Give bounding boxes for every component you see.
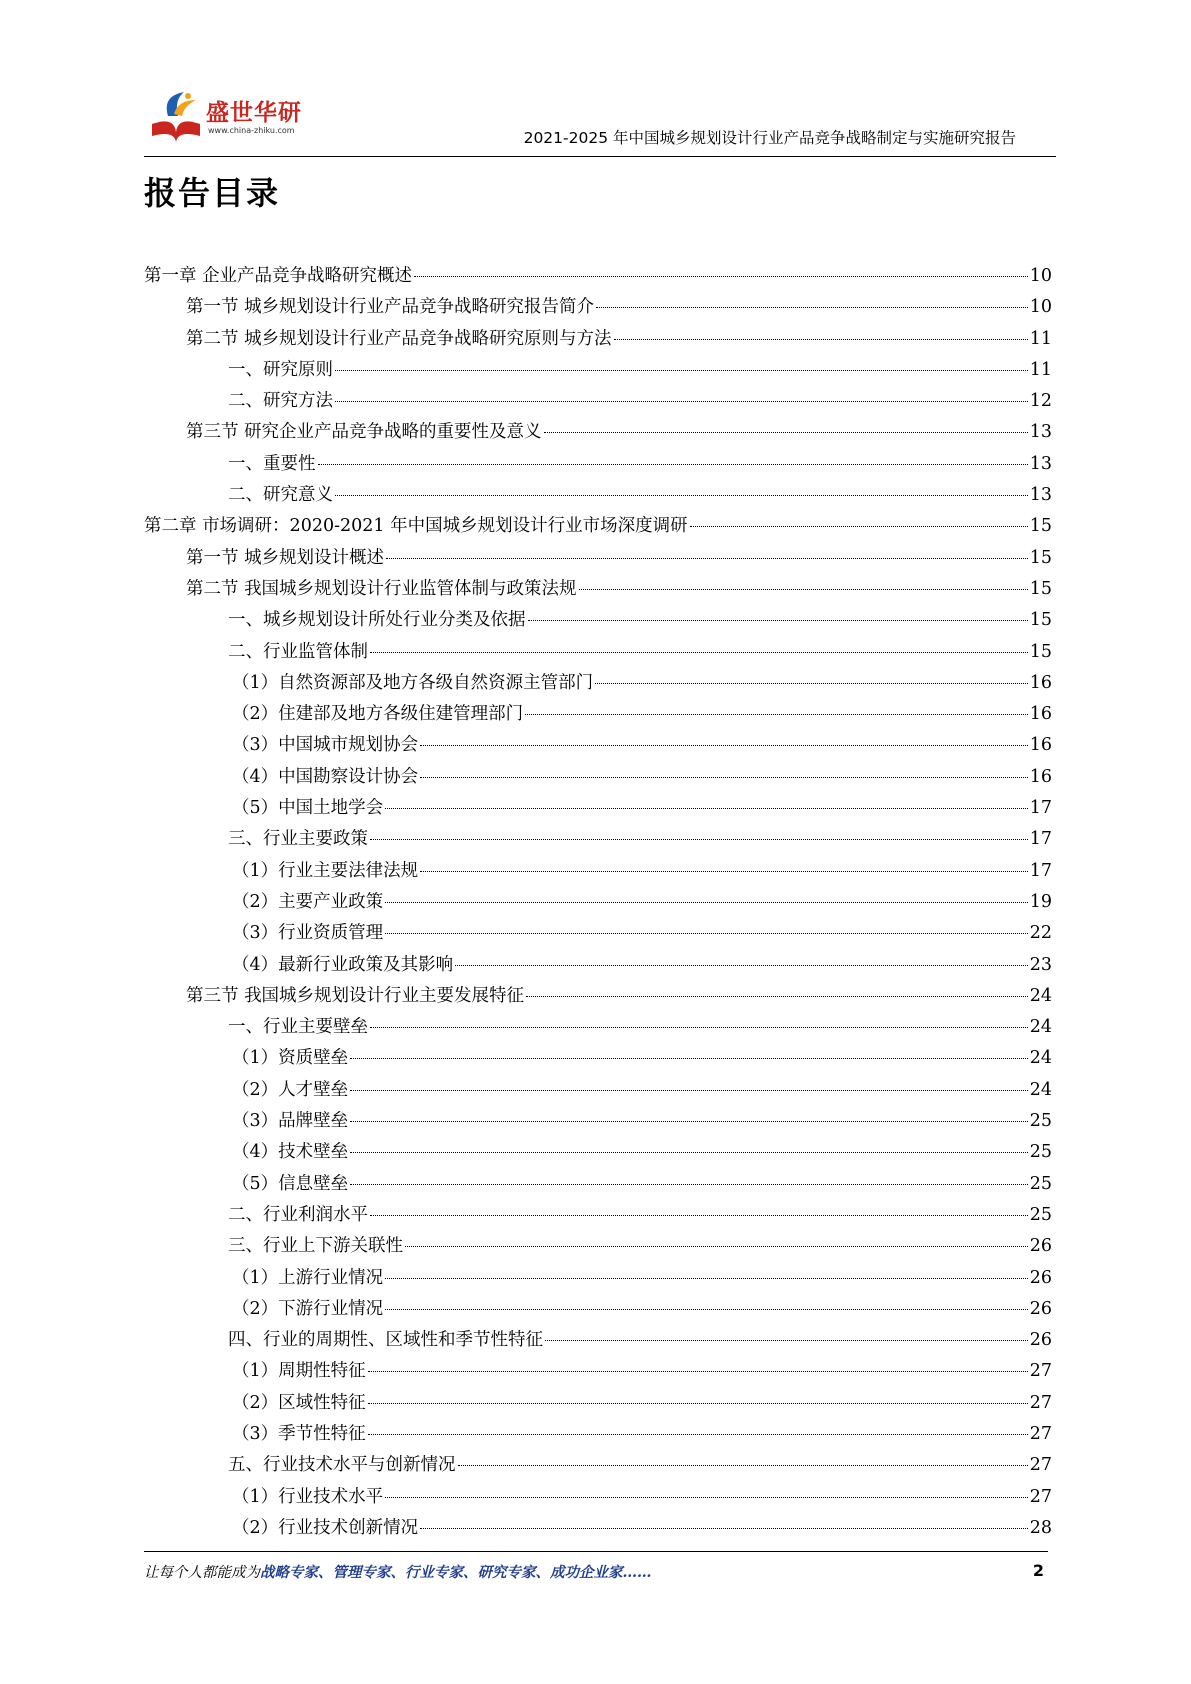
toc-entry[interactable] — [144, 418, 1052, 449]
toc-entry-title: 四、行业的周期性、区域性和季节性特征 — [228, 1330, 543, 1351]
toc-entry-title: （2）人才壁垒 — [232, 1079, 349, 1100]
toc-entry[interactable] — [144, 1420, 1052, 1451]
toc-entry[interactable] — [144, 606, 1052, 637]
toc-entry-title: 第三节 研究企业产品竞争战略的重要性及意义 — [186, 422, 542, 443]
toc-dot-leader — [335, 401, 1028, 402]
toc-entry-page: 11 — [1029, 328, 1052, 349]
toc-entry-page: 12 — [1029, 391, 1052, 412]
toc-dot-leader — [458, 1465, 1028, 1466]
toc-dot-leader — [545, 1340, 1028, 1341]
toc-entry-title: 第二节 我国城乡规划设计行业监管体制与政策法规 — [186, 578, 577, 599]
toc-entry-title: （1）自然资源部及地方各级自然资源主管部门 — [232, 672, 594, 693]
toc-entry[interactable] — [144, 1076, 1052, 1107]
toc-entry-title: （5）信息壁垒 — [232, 1173, 349, 1194]
toc-dot-leader — [368, 1371, 1028, 1372]
toc-dot-leader — [368, 1403, 1028, 1404]
toc-dot-leader — [385, 1309, 1028, 1310]
toc-entry-title: （2）下游行业情况 — [232, 1298, 384, 1319]
toc-entry[interactable] — [144, 951, 1052, 982]
toc-entry[interactable] — [144, 1514, 1052, 1545]
footer-slogan-emphasis: 战略专家、管理专家、行业专家、研究专家、成功企业家…… — [260, 1564, 652, 1581]
toc-entry-title: （1）资质壁垒 — [232, 1048, 349, 1069]
toc-entry-page: 22 — [1029, 923, 1052, 944]
toc-dot-leader — [368, 1434, 1028, 1435]
toc-dot-leader — [350, 1121, 1028, 1122]
toc-dot-leader — [370, 1027, 1028, 1028]
toc-dot-leader — [405, 1246, 1028, 1247]
toc-entry-page: 15 — [1029, 641, 1052, 662]
toc-entry[interactable] — [144, 512, 1052, 543]
toc-entry-page: 24 — [1029, 1017, 1052, 1038]
toc-entry[interactable] — [144, 1451, 1052, 1482]
toc-entry[interactable] — [144, 825, 1052, 856]
toc-dot-leader — [335, 495, 1028, 496]
toc-entry[interactable] — [144, 387, 1052, 418]
toc-entry[interactable] — [144, 700, 1052, 731]
toc-entry[interactable] — [144, 1326, 1052, 1357]
toc-entry[interactable] — [144, 982, 1052, 1013]
toc-entry-title: （1）周期性特征 — [232, 1361, 366, 1382]
toc-entry[interactable] — [144, 731, 1052, 762]
toc-entry[interactable] — [144, 1389, 1052, 1420]
toc-dot-leader — [370, 839, 1028, 840]
toc-entry-title: 一、重要性 — [228, 453, 316, 474]
toc-dot-leader — [690, 526, 1028, 527]
toc-dot-leader — [335, 370, 1028, 371]
toc-dot-leader — [385, 933, 1028, 934]
toc-entry-page: 15 — [1029, 610, 1052, 631]
toc-dot-leader — [318, 464, 1028, 465]
footer-divider — [144, 1551, 1048, 1552]
toc-entry-title: （1）行业主要法律法规 — [232, 860, 419, 881]
toc-dot-leader — [350, 1184, 1028, 1185]
page-footer — [144, 1561, 1048, 1587]
toc-dot-leader — [350, 1090, 1028, 1091]
toc-entry-title: 一、城乡规划设计所处行业分类及依据 — [228, 610, 526, 631]
toc-entry[interactable] — [144, 481, 1052, 512]
toc-dot-leader — [420, 777, 1028, 778]
toc-entry-title: 二、行业监管体制 — [228, 641, 368, 662]
toc-entry-page: 27 — [1029, 1361, 1052, 1382]
toc-entry[interactable] — [144, 1170, 1052, 1201]
toc-entry-title: （3）中国城市规划协会 — [232, 735, 419, 756]
toc-entry-page: 10 — [1029, 297, 1052, 318]
toc-entry-page: 13 — [1029, 453, 1052, 474]
toc-dot-leader — [386, 558, 1028, 559]
toc-entry-page: 25 — [1029, 1204, 1052, 1225]
toc-entry-page: 15 — [1029, 547, 1052, 568]
toc-entry[interactable] — [144, 1295, 1052, 1326]
toc-entry-title: （3）季节性特征 — [232, 1423, 366, 1444]
toc-entry[interactable] — [144, 1138, 1052, 1169]
toc-entry-page: 27 — [1029, 1423, 1052, 1444]
toc-dot-leader — [350, 1058, 1028, 1059]
toc-entry[interactable] — [144, 919, 1052, 950]
report-title: 2021-2025 年中国城乡规划设计行业产品竞争战略制定与实施研究报告 — [523, 129, 1016, 147]
toc-dot-leader — [528, 620, 1028, 621]
toc-entry-page: 11 — [1029, 359, 1052, 380]
toc-dot-leader — [595, 683, 1028, 684]
toc-entry-title: 第二章 市场调研：2020-2021 年中国城乡规划设计行业市场深度调研 — [144, 516, 688, 537]
toc-entry-title: 二、研究方法 — [228, 391, 333, 412]
toc-entry[interactable] — [144, 638, 1052, 669]
toc-dot-leader — [579, 589, 1028, 590]
toc-entry[interactable] — [144, 356, 1052, 387]
toc-dot-leader — [385, 902, 1028, 903]
toc-entry-page: 15 — [1029, 578, 1052, 599]
toc-entry[interactable] — [144, 1483, 1052, 1514]
toc-entry[interactable] — [144, 763, 1052, 794]
toc-dot-leader — [350, 1152, 1028, 1153]
toc-entry-title: 第一节 城乡规划设计概述 — [186, 547, 385, 568]
toc-entry[interactable] — [144, 857, 1052, 888]
toc-dot-leader — [420, 871, 1028, 872]
toc-entry-title: （1）行业技术水平 — [232, 1486, 384, 1507]
toc-dot-leader — [370, 1215, 1028, 1216]
toc-entry-title: （4）最新行业政策及其影响 — [232, 954, 454, 975]
toc-entry-page: 27 — [1029, 1455, 1052, 1476]
toc-dot-leader — [420, 1528, 1028, 1529]
toc-entry-page: 10 — [1029, 266, 1052, 286]
toc-dot-leader — [455, 965, 1028, 966]
toc-entry-page: 16 — [1029, 735, 1052, 756]
toc-entry-title: 第一章 企业产品竞争战略研究概述 — [144, 266, 413, 286]
toc-entry-page: 26 — [1029, 1298, 1052, 1319]
logo-url: www.china-zhiku.com — [208, 126, 295, 135]
toc-entry-title: （4）技术壁垒 — [232, 1142, 349, 1163]
toc-entry-page: 13 — [1029, 422, 1052, 443]
toc-entry[interactable] — [144, 1357, 1052, 1388]
toc-entry-title: 第三节 我国城乡规划设计行业主要发展特征 — [186, 985, 525, 1006]
toc-entry-title: （2）行业技术创新情况 — [232, 1517, 419, 1538]
toc-entry[interactable] — [144, 1107, 1052, 1138]
toc-entry[interactable] — [144, 888, 1052, 919]
toc-entry-title: （5）中国土地学会 — [232, 798, 384, 819]
toc-entry-page: 16 — [1029, 766, 1052, 787]
logo-name: 盛世华研 — [206, 100, 302, 126]
toc-entry-page: 27 — [1029, 1392, 1052, 1413]
toc-entry-title: （3）行业资质管理 — [232, 923, 384, 944]
toc-dot-leader — [385, 1278, 1028, 1279]
toc-entry-page: 26 — [1029, 1330, 1052, 1351]
toc-dot-leader — [420, 745, 1028, 746]
toc-entry-title: （2）主要产业政策 — [232, 891, 384, 912]
toc-entry[interactable] — [144, 544, 1052, 575]
toc-dot-leader — [596, 307, 1028, 308]
toc-entry[interactable] — [144, 1264, 1052, 1295]
footer-slogan-lead: 让每个人都能成为 — [144, 1565, 260, 1581]
toc-entry-title: （3）品牌壁垒 — [232, 1111, 349, 1132]
toc-entry-page: 26 — [1029, 1236, 1052, 1257]
toc-dot-leader — [525, 714, 1028, 715]
toc-entry-page: 26 — [1029, 1267, 1052, 1288]
toc-entry-page: 23 — [1029, 954, 1052, 975]
toc-entry-page: 13 — [1029, 485, 1052, 506]
toc-dot-leader — [614, 339, 1028, 340]
toc-entry-page: 27 — [1029, 1486, 1052, 1507]
toc-dot-leader — [526, 996, 1028, 997]
toc-entry[interactable] — [144, 575, 1052, 606]
toc-entry[interactable] — [144, 262, 1052, 293]
toc-entry-page: 15 — [1029, 516, 1052, 537]
toc-entry-title: 三、行业上下游关联性 — [228, 1236, 403, 1257]
toc-entry-page: 17 — [1029, 798, 1052, 819]
toc-entry-title: 一、研究原则 — [228, 359, 333, 380]
toc-entry-title: （2）住建部及地方各级住建管理部门 — [232, 704, 524, 725]
page-title: 报告目录 — [144, 174, 281, 212]
toc-entry-page: 17 — [1029, 860, 1052, 881]
toc-entry[interactable] — [144, 1013, 1052, 1044]
toc-dot-leader — [385, 808, 1028, 809]
toc-entry[interactable] — [144, 1201, 1052, 1232]
toc-entry-page: 24 — [1029, 1079, 1052, 1100]
toc-entry-page: 24 — [1029, 1048, 1052, 1069]
toc-entry-page: 16 — [1029, 672, 1052, 693]
toc-entry-title: 第二节 城乡规划设计行业产品竞争战略研究原则与方法 — [186, 328, 612, 349]
toc-dot-leader — [370, 652, 1028, 653]
toc-entry-title: 五、行业技术水平与创新情况 — [228, 1455, 456, 1476]
toc-entry-title: （4）中国勘察设计协会 — [232, 766, 419, 787]
toc-entry-title: 一、行业主要壁垒 — [228, 1017, 368, 1038]
toc-entry-title: 二、研究意义 — [228, 485, 333, 506]
toc-entry-page: 16 — [1029, 704, 1052, 725]
toc-entry-title: 三、行业主要政策 — [228, 829, 368, 850]
toc-entry[interactable] — [144, 794, 1052, 825]
toc-entry-page: 25 — [1029, 1142, 1052, 1163]
toc-entry[interactable] — [144, 293, 1052, 324]
page-header — [144, 78, 1056, 160]
toc-entry-page: 28 — [1029, 1517, 1052, 1538]
table-of-contents — [144, 262, 1052, 1545]
toc-entry-page: 25 — [1029, 1111, 1052, 1132]
toc-entry[interactable] — [144, 325, 1052, 356]
company-logo — [144, 86, 324, 148]
toc-entry-title: 二、行业利润水平 — [228, 1204, 368, 1225]
logo-book-icon — [144, 86, 208, 148]
toc-entry-title: （2）区域性特征 — [232, 1392, 366, 1413]
toc-entry-page: 25 — [1029, 1173, 1052, 1194]
toc-entry[interactable] — [144, 669, 1052, 700]
toc-entry-title: （1）上游行业情况 — [232, 1267, 384, 1288]
toc-entry-page: 17 — [1029, 829, 1052, 850]
page-number: 2 — [1032, 1561, 1044, 1580]
toc-entry[interactable] — [144, 1232, 1052, 1263]
toc-dot-leader — [544, 432, 1028, 433]
toc-dot-leader — [414, 276, 1028, 277]
toc-dot-leader — [385, 1497, 1028, 1498]
toc-entry-title: 第一节 城乡规划设计行业产品竞争战略研究报告简介 — [186, 297, 595, 318]
toc-entry-page: 24 — [1029, 985, 1052, 1006]
toc-entry-page: 19 — [1029, 891, 1052, 912]
toc-entry[interactable] — [144, 1044, 1052, 1075]
toc-entry[interactable] — [144, 450, 1052, 481]
header-divider — [144, 156, 1056, 157]
